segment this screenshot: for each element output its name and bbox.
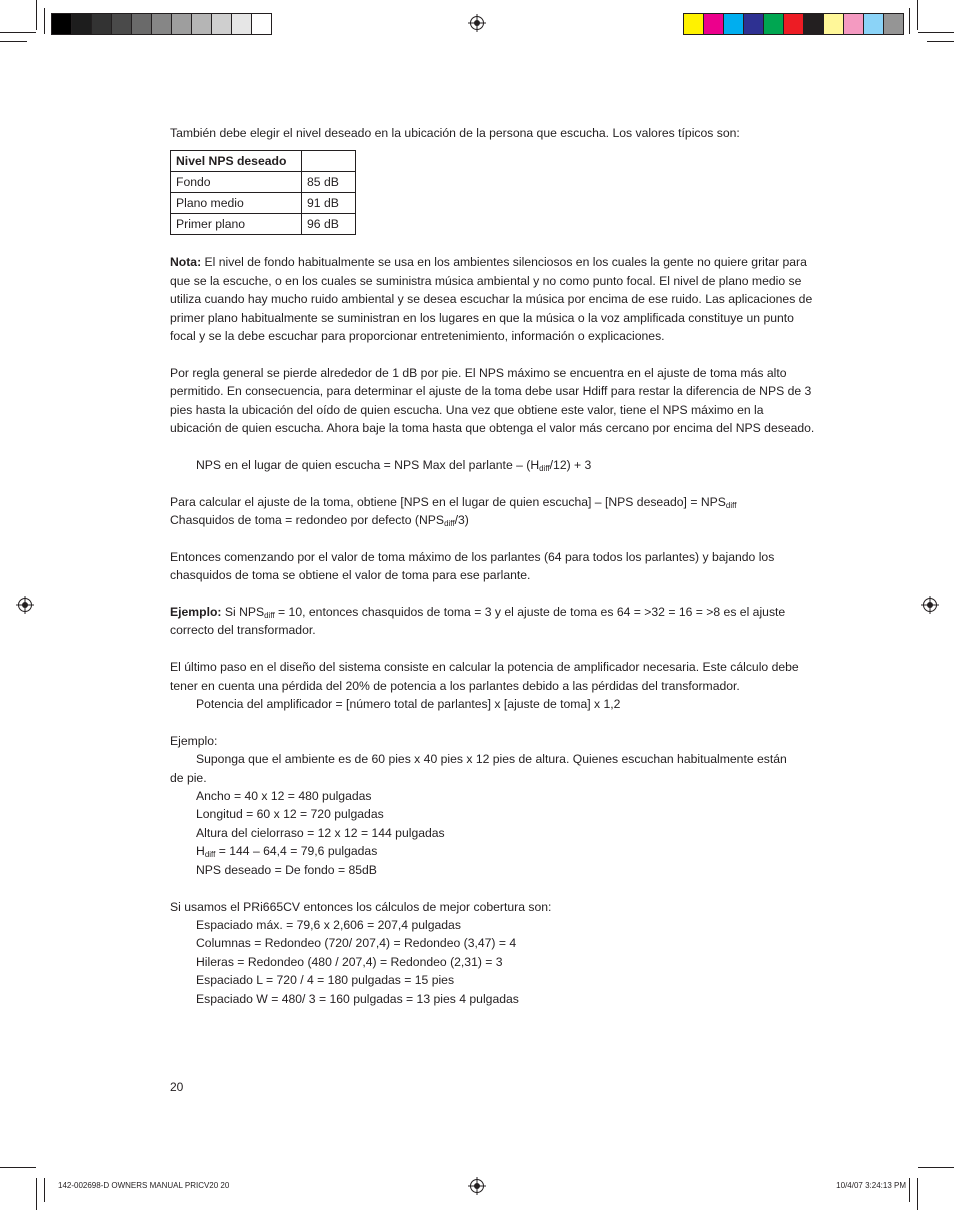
example-paragraph: Ejemplo: Si $NPS_{diff} = 10$, entonces chasquidos de toma = 3 y el ajuste de toma es 64 = >32 = 16 = >8 es el ajuste correcto del transformador. (170, 605, 786, 638)
color-swatch (804, 14, 824, 34)
crop-mark (44, 8, 45, 34)
color-swatch (704, 14, 724, 34)
registration-mark-icon (468, 1177, 486, 1195)
crop-mark (36, 1178, 37, 1210)
calc-line: Chasquidos de toma = redondeo por defecto $(NPS_{diff}/3)$ (170, 513, 469, 529)
coverage-line: Columnas = Redondeo (720/ 207,4) = Redondeo (3,47) = 4 (196, 936, 517, 951)
color-swatch (784, 14, 804, 34)
color-swatch-bar (683, 13, 904, 35)
registration-mark-icon (16, 596, 34, 614)
crop-mark (36, 0, 37, 30)
crop-mark (927, 41, 954, 42)
color-swatch (744, 14, 764, 34)
note-text: El nivel de fondo habitualmente se usa en los ambientes silenciosos en los cuales la gente no quiere gritar para que se la escuche, o en los cuales se suministra música ambiental y no como punto focal. El nivel de plano medio se utiliza cuando hay mucho ruido ambiental y se desea escuchar la música por encima de ese ruido. Las aplicaciones de primer plano habitualmente se suministran en los lugares en que la música o la voz amplificada constituye un punto focal y se la debe escuchar para proporcionar entretenimiento, información o explicaciones. (170, 255, 813, 344)
nps-levels-table (170, 150, 356, 235)
color-swatch (192, 14, 212, 34)
coverage-intro: Si usamos el PRi665CV entonces los cálculos de mejor cobertura son: (170, 899, 552, 914)
note-paragraph (170, 253, 815, 345)
table-cell: 96 dB (302, 214, 356, 235)
color-swatch (252, 14, 271, 34)
slug-left: 142-002698-D OWNERS MANUAL PRICV20 20 (58, 1181, 230, 1190)
crop-mark (909, 8, 910, 34)
final-step-paragraph: El último paso en el diseño del sistema consiste en calcular la potencia de amplificador necesaria. Este cálculo debe tener en cuenta una pérdida del 20% de potencia a los parlantes debido a las pérdidas del transformador. (170, 660, 799, 693)
example2-title: Ejemplo: (170, 733, 218, 748)
coverage-line: Espaciado L = 720 / 4 = 180 pulgadas = 15 pies (196, 973, 455, 988)
color-swatch (724, 14, 744, 34)
ceiling-height-line: Altura del cielorraso = 12 x 12 = 144 pulgadas (196, 825, 445, 840)
coverage-line: Espaciado W = 480/ 3 = 160 pulgadas = 13 pies 4 pulgadas (196, 991, 519, 1006)
length-line: Longitud = 60 x 12 = 720 pulgadas (196, 807, 384, 822)
color-swatch (212, 14, 232, 34)
color-swatch (52, 14, 72, 34)
hdiff-line: $H_{diff} = 144 - 64,4 = 79,6$ pulgadas (196, 844, 378, 860)
crop-mark (44, 1178, 45, 1202)
color-swatch (72, 14, 92, 34)
amplifier-formula: Potencia del amplificador = [número total de parlantes] x [ajuste de toma] x 1,2 (196, 697, 621, 712)
registration-mark-icon (468, 14, 486, 32)
registration-mark-icon (921, 596, 939, 614)
example-label: Ejemplo: (170, 605, 222, 620)
color-swatch (884, 14, 903, 34)
table-row (171, 214, 356, 235)
calc-line: Para calcular el ajuste de la toma, obtiene [NPS en el lugar de quien escucha] – [NPS deseado] = $NPS_{diff}$ (170, 494, 737, 510)
table-header-cell (302, 151, 356, 172)
color-swatch (152, 14, 172, 34)
crop-mark (0, 41, 27, 42)
note-label: Nota: (170, 255, 202, 270)
coverage-line: Hileras = Redondeo (480 / 207,4) = Redondeo (2,31) = 3 (196, 954, 503, 969)
table-header-cell: Nivel NPS deseado (171, 151, 302, 172)
page-body (170, 124, 815, 1008)
intro-paragraph: También debe elegir el nivel deseado en la ubicación de la persona que escucha. Los valores típicos son: (170, 126, 740, 140)
crop-mark (909, 1178, 910, 1202)
color-swatch (824, 14, 844, 34)
crop-mark (918, 32, 954, 33)
color-swatch (844, 14, 864, 34)
width-line: Ancho = 40 x 12 = 480 pulgadas (196, 789, 372, 804)
color-swatch (132, 14, 152, 34)
color-swatch (112, 14, 132, 34)
page-number: 20 (170, 1080, 184, 1094)
crop-mark (0, 32, 36, 33)
table-cell: Fondo (171, 172, 302, 193)
slug-right: 10/4/07 3:24:13 PM (836, 1181, 906, 1190)
desired-spl-line: NPS deseado = De fondo = 85dB (196, 862, 377, 877)
color-swatch (864, 14, 884, 34)
coverage-line: Espaciado máx. = 79,6 x 2,606 = 207,4 pulgadas (196, 917, 461, 932)
crop-mark (0, 1167, 36, 1168)
table-cell: 91 dB (302, 193, 356, 214)
color-swatch (684, 14, 704, 34)
crop-mark (917, 0, 918, 30)
formula-line: NPS en el lugar de quien escucha = NPS Max del parlante – $(H_{diff}/12) + 3$ (196, 457, 592, 473)
example2-assumption: Suponga que el ambiente es de 60 pies x 40 pies x 12 pies de altura. Quienes escuchan habitualmente están de pie. (170, 752, 787, 785)
grayscale-swatch-bar (51, 13, 272, 35)
tap-paragraph: Entonces comenzando por el valor de toma máximo de los parlantes (64 para todos los parlantes) y bajando los chasquidos de toma se obtiene el valor de toma para ese parlante. (170, 549, 775, 583)
table-header-row (171, 151, 356, 172)
rule-paragraph: Por regla general se pierde alrededor de 1 dB por pie. El NPS máximo se encuentra en el ajuste de toma más alto permitido. En consecuencia, para determinar el ajuste de la toma debe usar Hdiff para restar la diferencia de NPS de 3 pies hasta la ubicación del oído de quien escucha. Una vez que obtiene este valor, tiene el NPS máximo en la ubicación de quien escucha. Ahora baje la toma hasta que obtenga el valor más cercano por encima del NPS deseado. (170, 365, 815, 436)
table-row (171, 193, 356, 214)
color-swatch (172, 14, 192, 34)
table-cell: Plano medio (171, 193, 302, 214)
crop-mark (918, 1167, 954, 1168)
table-cell: Primer plano (171, 214, 302, 235)
crop-mark (917, 1178, 918, 1210)
color-swatch (764, 14, 784, 34)
color-swatch (92, 14, 112, 34)
color-swatch (232, 14, 252, 34)
table-row (171, 172, 356, 193)
table-cell: 85 dB (302, 172, 356, 193)
